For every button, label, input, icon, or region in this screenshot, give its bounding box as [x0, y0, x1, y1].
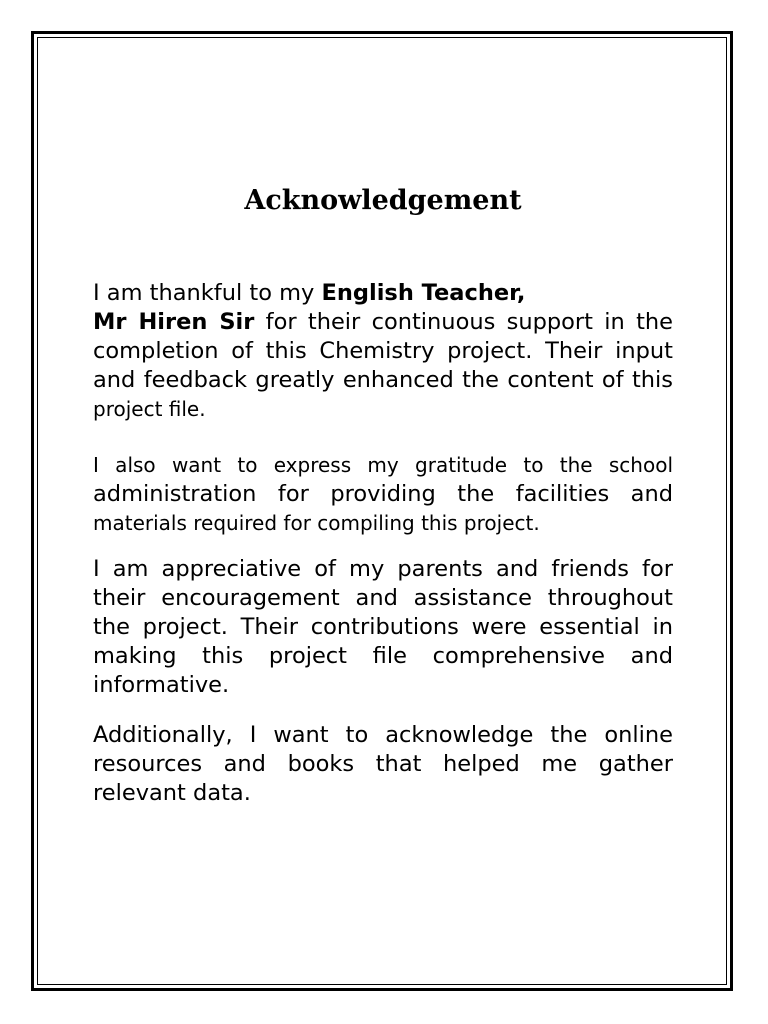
paragraph-teacher-thanks	[93, 279, 673, 424]
teacher-tail-text: project file.	[93, 397, 206, 421]
paragraph-parents-thanks: I am appreciative of my parents and friends for their encouragement and assistance throughout the project. Their contributions were essential in making this project file comprehensive and informative.	[93, 556, 673, 698]
page-title: Acknowledgement	[244, 185, 522, 216]
teacher-body-text: for their continuous support in the completion of this Chemistry project. Their input and feedback greatly enhanced the content of this	[93, 309, 673, 393]
paragraph-school-thanks	[93, 451, 673, 538]
teacher-name: Mr Hiren Sir	[93, 309, 255, 335]
teacher-intro-text: I am thankful to my	[93, 280, 322, 306]
school-line2: administration for providing the facilities and	[93, 481, 673, 507]
school-line1: I also want to express my gratitude to the school	[93, 453, 673, 477]
paragraph-teacher-line1	[93, 279, 673, 308]
paragraph-resources-thanks: Additionally, I want to acknowledge the online resources and books that helped me gather relevant data.	[93, 722, 673, 806]
teacher-role: English Teacher,	[321, 280, 526, 306]
school-line3: materials required for compiling this project.	[93, 511, 540, 535]
